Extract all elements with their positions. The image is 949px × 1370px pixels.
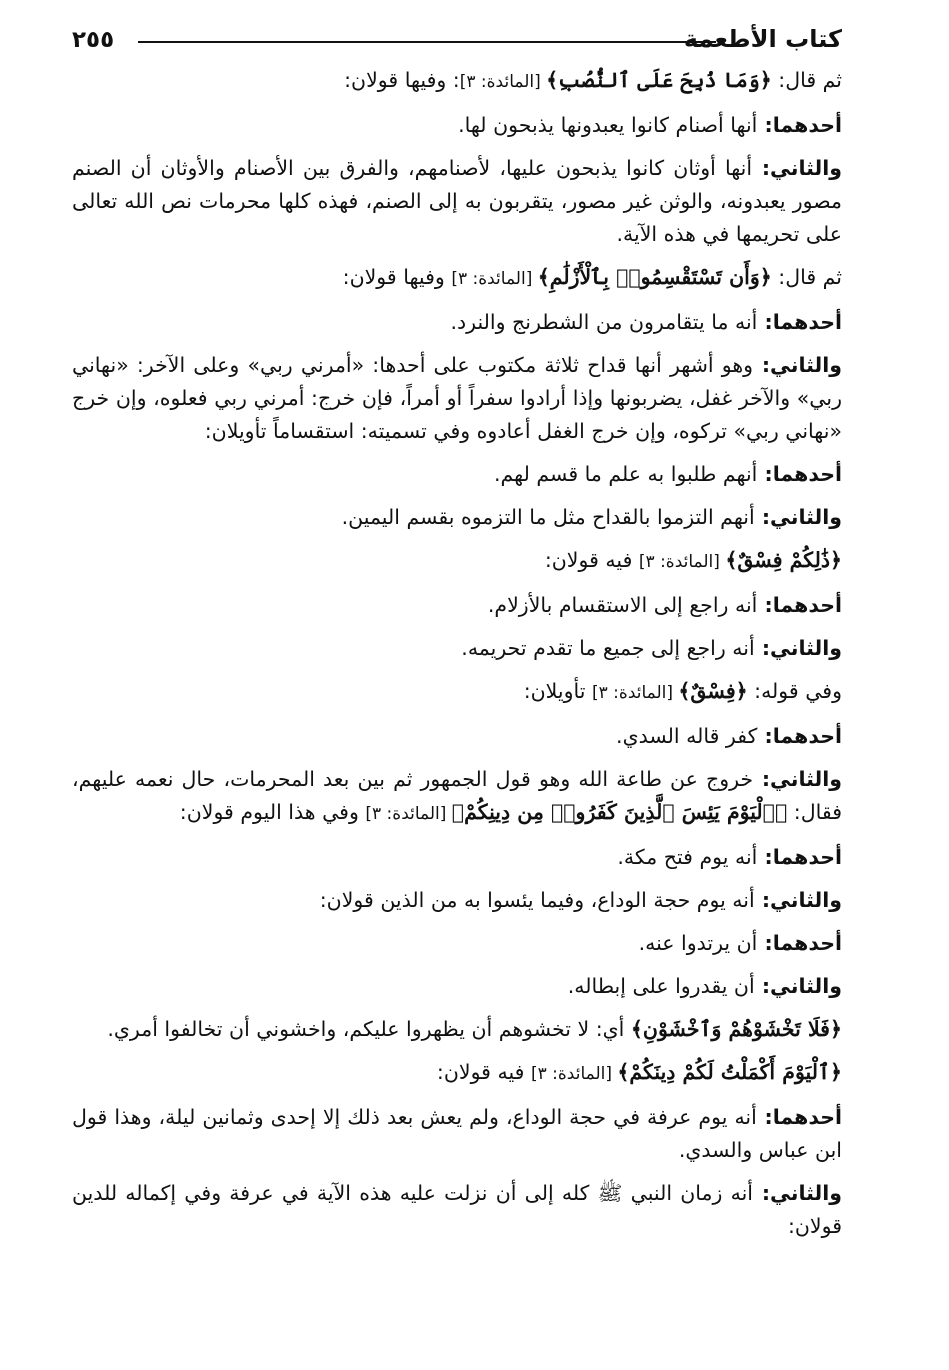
paragraph-text: ثم قال: [771,68,842,92]
paragraph-label: والثاني: [753,767,842,791]
paragraph-text: أن يقدروا على إبطاله. [567,974,755,998]
paragraph [72,841,842,874]
paragraph-text-continued: فيه قولان: [544,548,639,572]
quran-quote: ﴿ٱلْيَوْمَ يَئِسَ ٱلَّذِينَ كَفَرُوا۟ مِن دِينِكُمْ﴾ [451,800,788,824]
quran-quote: ﴿فِسْقٌ﴾ [678,679,748,703]
page-body [72,64,842,1243]
paragraph-label: والثاني: [753,1181,842,1205]
chapter-title: كتاب الأطعمة [683,25,842,53]
paragraph-text-continued: أي: لا تخشوهم أن يظهروا عليكم، واخشوني أن تخالفوا أمري. [107,1017,631,1041]
paragraph-text: أنه يوم حجة الوداع، وفيما يئسوا به من الذين قولان: [319,888,755,912]
paragraph-text: أنها أوثان كانوا يذبحون عليها، لأصنامهم، والفرق بين الأصنام والأوثان أن الصنم مصور يعبدونه، والوثن غير مصور، يتقربون به إلى الصنم، فهذه كلها محرمات نص الله تعالى على تحريمها في هذه الآية. [72,156,842,246]
paragraph-label: أحدهما: [757,593,842,617]
paragraph-label: والثاني: [754,888,842,912]
paragraph-text-continued: : وفيها قولان: [344,68,460,92]
paragraph [72,544,842,579]
paragraph-label: والثاني: [752,156,842,180]
paragraph [72,1056,842,1091]
verse-reference: [المائدة: ٣] [451,269,538,289]
paragraph-label: والثاني: [753,353,842,377]
paragraph [72,1101,842,1167]
paragraph [72,306,842,339]
paragraph-label: أحدهما: [756,1105,842,1129]
verse-reference: [المائدة: ٣] [459,72,547,92]
verse-reference: [المائدة: ٣] [638,552,726,572]
paragraph-text: أنهم طلبوا به علم ما قسم لهم. [494,462,758,486]
paragraph [72,109,842,142]
paragraph-label: والثاني: [754,636,842,660]
quran-quote: ﴿ذَٰلِكُمْ فِسْقٌ﴾ [725,548,842,572]
paragraph [72,1013,842,1046]
paragraph [72,720,842,753]
paragraph-label: والثاني: [754,505,842,529]
paragraph-label: والثاني: [754,974,842,998]
paragraph [72,501,842,534]
paragraph-text: كفر قاله السدي. [616,724,758,748]
paragraph [72,589,842,622]
paragraph-text: أنه يوم فتح مكة. [617,845,758,869]
paragraph-text: أنه يوم عرفة في حجة الوداع، ولم يعش بعد ذلك إلا إحدى وثمانين ليلة، وهذا قول ابن عباس والسدي. [72,1105,842,1162]
paragraph [72,64,842,99]
book-page [72,14,842,1354]
paragraph-text-continued: وفيها قولان: [342,265,452,289]
paragraph-text: أن يرتدوا عنه. [638,931,758,955]
paragraph [72,152,842,251]
paragraph-label: أحدهما: [757,724,842,748]
paragraph-text: أنه ما يتقامرون من الشطرنج والنرد. [450,310,758,334]
paragraph-text: أنه راجع إلى الاستقسام بالأزلام. [487,593,758,617]
quran-quote: ﴿ٱلْيَوْمَ أَكْمَلْتُ لَكُمْ دِينَكُمْ﴾ [617,1060,842,1084]
paragraph-label: أحدهما: [757,113,842,137]
quran-quote: ﴿وَأَن تَسْتَقْسِمُوا۟ بِٱلْأَزْلَٰمِ﴾ [537,265,772,289]
paragraph-text-continued: وفي هذا اليوم قولان: [179,800,366,824]
running-header [72,14,842,64]
paragraph-text-continued: فيه قولان: [436,1060,531,1084]
page-number: ٢٥٥ [72,27,115,53]
paragraph-text: وفي قوله: [747,679,842,703]
paragraph-text: ثم قال: [771,265,842,289]
paragraph-text: أنه راجع إلى جميع ما تقدم تحريمه. [461,636,755,660]
paragraph [72,927,842,960]
paragraph-text: أنه زمان النبي ﷺ كله إلى أن نزلت عليه هذه الآية في عرفة وفي إكماله للدين قولان: [72,1181,842,1238]
paragraph [72,349,842,448]
paragraph-label: أحدهما: [757,931,842,955]
paragraph [72,884,842,917]
paragraph-label: أحدهما: [757,310,842,334]
paragraph [72,632,842,665]
verse-reference: [المائدة: ٣] [530,1064,618,1084]
verse-reference: [المائدة: ٣] [592,683,679,703]
paragraph [72,763,842,831]
verse-reference: [المائدة: ٣] [365,804,452,824]
quran-quote: ﴿فَلَا تَخْشَوْهُمْ وَٱخْشَوْنِ﴾ [630,1017,842,1041]
paragraph-text: وهو أشهر أنها قداح ثلاثة مكتوب على أحدها: «أمرني ربي» وعلى الآخر: «نهاني ربي» والآخر غفل، يضربونها وإذا أرادوا سفراً أو أمراً، فإن خرج: أمرني ربي فعلوه، وإن خرج «نهاني ربي» تركوه، وإن خرج الغفل أعادوه وفي تسميته: استقساماً تأويلان: [72,353,842,443]
quran-quote: ﴿وَمَا ذُبِحَ عَلَى ٱلنُّصُبِ﴾ [546,68,772,92]
paragraph-text: أنهم التزموا بالقداح مثل ما التزموه بقسم اليمين. [341,505,755,529]
paragraph-text-continued: تأويلان: [523,679,592,703]
paragraph [72,970,842,1003]
paragraph [72,458,842,491]
paragraph [72,675,842,710]
header-rule [138,41,716,43]
paragraph-text: أنها أصنام كانوا يعبدونها يذبحون لها. [458,113,758,137]
paragraph-text: خروج عن طاعة الله وهو قول الجمهور ثم بين بعد المحرمات، حال نعمه عليهم، فقال: [72,767,842,824]
paragraph [72,1177,842,1243]
paragraph-label: أحدهما: [757,845,842,869]
paragraph [72,261,842,296]
paragraph-label: أحدهما: [757,462,842,486]
